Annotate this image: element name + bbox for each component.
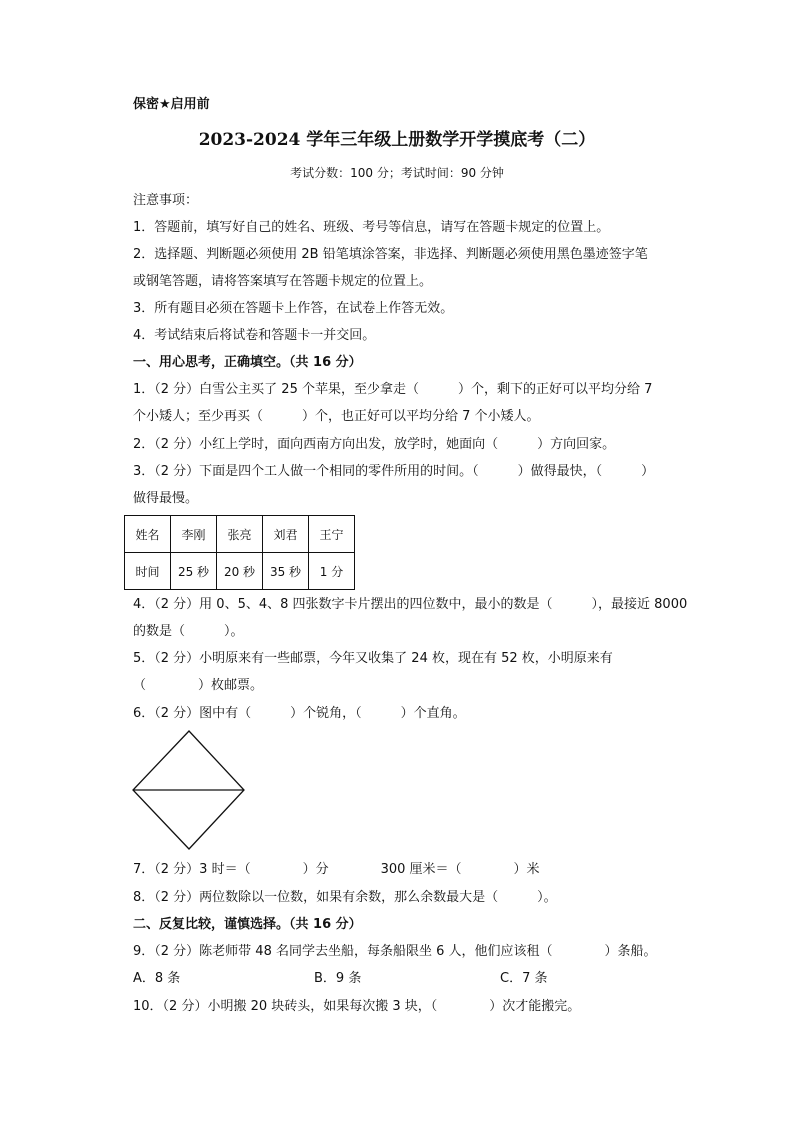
table-cell: 姓名	[125, 516, 171, 553]
question-2: 2．（2 分）小红上学时，面向西南方向出发，放学时，她面向（ ）方向回家。	[133, 437, 616, 452]
table-cell: 1 分	[309, 553, 355, 590]
table-cell: 35 秒	[263, 553, 309, 590]
question-10: 10．（2 分）小明搬 20 块砖头，如果每次搬 3 块，（ ）次才能搬完。	[133, 999, 581, 1014]
note-item: 1．答题前，填写好自己的姓名、班级、考号等信息，请写在答题卡规定的位置上。	[133, 220, 610, 235]
question-8: 8．（2 分）两位数除以一位数，如果有余数，那么余数最大是（ ）。	[133, 890, 557, 905]
secret-label: 保密★启用前	[133, 97, 210, 112]
table-row	[125, 516, 355, 553]
question-6: 6．（2 分）图中有（ ）个锐角，（ ）个直角。	[133, 706, 466, 721]
table-cell: 时间	[125, 553, 171, 590]
notes-heading: 注意事项：	[133, 193, 199, 208]
question-1-line2: 个小矮人；至少再买（ ）个，也正好可以平均分给 7 个小矮人。	[133, 409, 540, 424]
table-cell: 王宁	[309, 516, 355, 553]
question-9-option-c: C．7 条	[500, 971, 548, 986]
table-cell: 刘君	[263, 516, 309, 553]
question-9-option-a: A．8 条	[133, 971, 181, 986]
worker-time-table	[124, 515, 355, 590]
section2-heading: 二、反复比较，谨慎选择。（共 16 分）	[133, 917, 362, 932]
question-9: 9．（2 分）陈老师带 48 名同学去坐船，每条船限坐 6 人，他们应该租（ ）条船。	[133, 944, 657, 959]
question-1-line1: 1．（2 分）白雪公主买了 25 个苹果，至少拿走（ ）个，剩下的正好可以平均分给 7	[133, 382, 653, 397]
table-cell: 张亮	[217, 516, 263, 553]
question-4-line1: 4．（2 分）用 0、5、4、8 四张数字卡片摆出的四位数中，最小的数是（ ），最接近 8000	[133, 597, 688, 612]
table-cell: 20 秒	[217, 553, 263, 590]
table-cell: 25 秒	[171, 553, 217, 590]
question-5-line2: （ ）枚邮票。	[133, 678, 264, 693]
section1-heading: 一、用心思考，正确填空。（共 16 分）	[133, 355, 362, 370]
note-item: 4．考试结束后将试卷和答题卡一并交回。	[133, 328, 376, 343]
question-7: 7．（2 分）3 时＝（ ）分 300 厘米＝（ ）米	[133, 862, 540, 877]
note-item: 2．选择题、判断题必须使用 2B 铅笔填涂答案，非选择、判断题必须使用黑色墨迹签字笔	[133, 247, 648, 262]
note-item: 或钢笔答题，请将答案填写在答题卡规定的位置上。	[133, 274, 433, 289]
question-3-line1: 3．（2 分）下面是四个工人做一个相同的零件所用的时间。（ ）做得最快，（ ）	[133, 464, 655, 479]
question-5-line1: 5．（2 分）小明原来有一些邮票，今年又收集了 24 枚，现在有 52 枚，小明原来有	[133, 651, 613, 666]
square-diagram	[130, 730, 250, 852]
exam-title: 2023-2024 学年三年级上册数学开学摸底考（二）	[198, 130, 596, 150]
question-3-line2: 做得最慢。	[133, 491, 199, 506]
note-item: 3．所有题目必须在答题卡上作答，在试卷上作答无效。	[133, 301, 454, 316]
question-9-option-b: B．9 条	[314, 971, 362, 986]
table-cell: 李刚	[171, 516, 217, 553]
table-row	[125, 553, 355, 590]
exam-subtitle: 考试分数：100 分；考试时间：90 分钟	[290, 166, 504, 180]
question-4-line2: 的数是（ ）。	[133, 624, 244, 639]
